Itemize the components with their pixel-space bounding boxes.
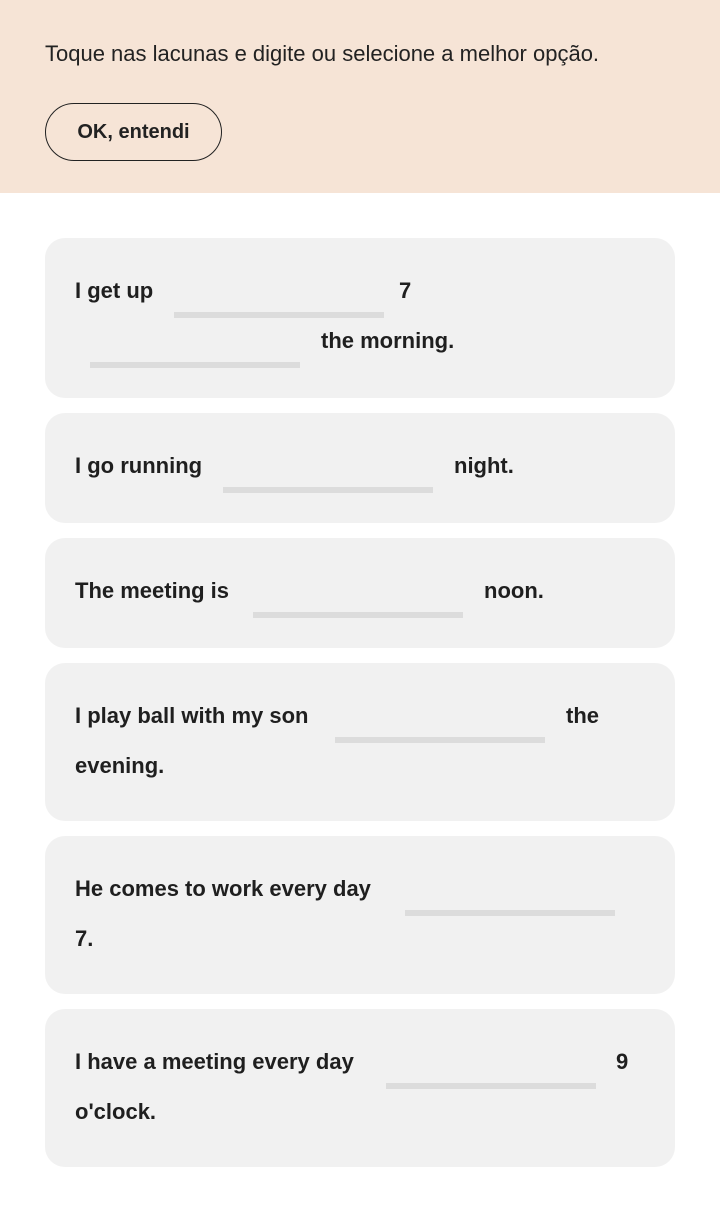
exercise-card-1	[45, 238, 675, 398]
sentence-text: He comes to work every day	[75, 876, 371, 901]
sentence-text: night.	[454, 453, 514, 478]
blank-input-5[interactable]	[405, 886, 615, 916]
exercise-card-6	[45, 1009, 675, 1167]
sentence-text: o'clock.	[75, 1099, 157, 1124]
blank-input-3[interactable]	[253, 588, 463, 618]
exercise-card-2	[45, 413, 675, 523]
blank-input-1a[interactable]	[174, 288, 384, 318]
sentence-text: evening.	[75, 753, 165, 778]
sentence-text: 9	[616, 1049, 629, 1074]
blank-input-4[interactable]	[335, 713, 545, 743]
sentence-text: noon.	[484, 578, 544, 603]
blank-input-2[interactable]	[223, 463, 433, 493]
exercise-card-4	[45, 663, 675, 821]
sentence-text: I go running	[75, 453, 203, 478]
exercise-card-3	[45, 538, 675, 648]
sentence-text: I have a meeting every day	[75, 1049, 354, 1074]
blank-input-6[interactable]	[386, 1059, 596, 1089]
exercise-card-5	[45, 836, 675, 994]
sentence-text: 7	[399, 278, 412, 303]
sentence-text: I play ball with my son	[75, 703, 309, 728]
blank-input-1b[interactable]	[90, 338, 300, 368]
sentence-text: the morning.	[321, 328, 455, 353]
sentence-text: 7.	[75, 926, 94, 951]
instruction-text: Toque nas lacunas e digite ou selecione a melhor opção.	[45, 41, 600, 66]
sentence-text: The meeting is	[75, 578, 230, 603]
ok-understood-button[interactable]: OK, entendi	[45, 103, 222, 161]
sentence-text: the	[566, 703, 599, 728]
instruction-banner	[0, 0, 720, 193]
sentence-text: I get up	[75, 278, 154, 303]
